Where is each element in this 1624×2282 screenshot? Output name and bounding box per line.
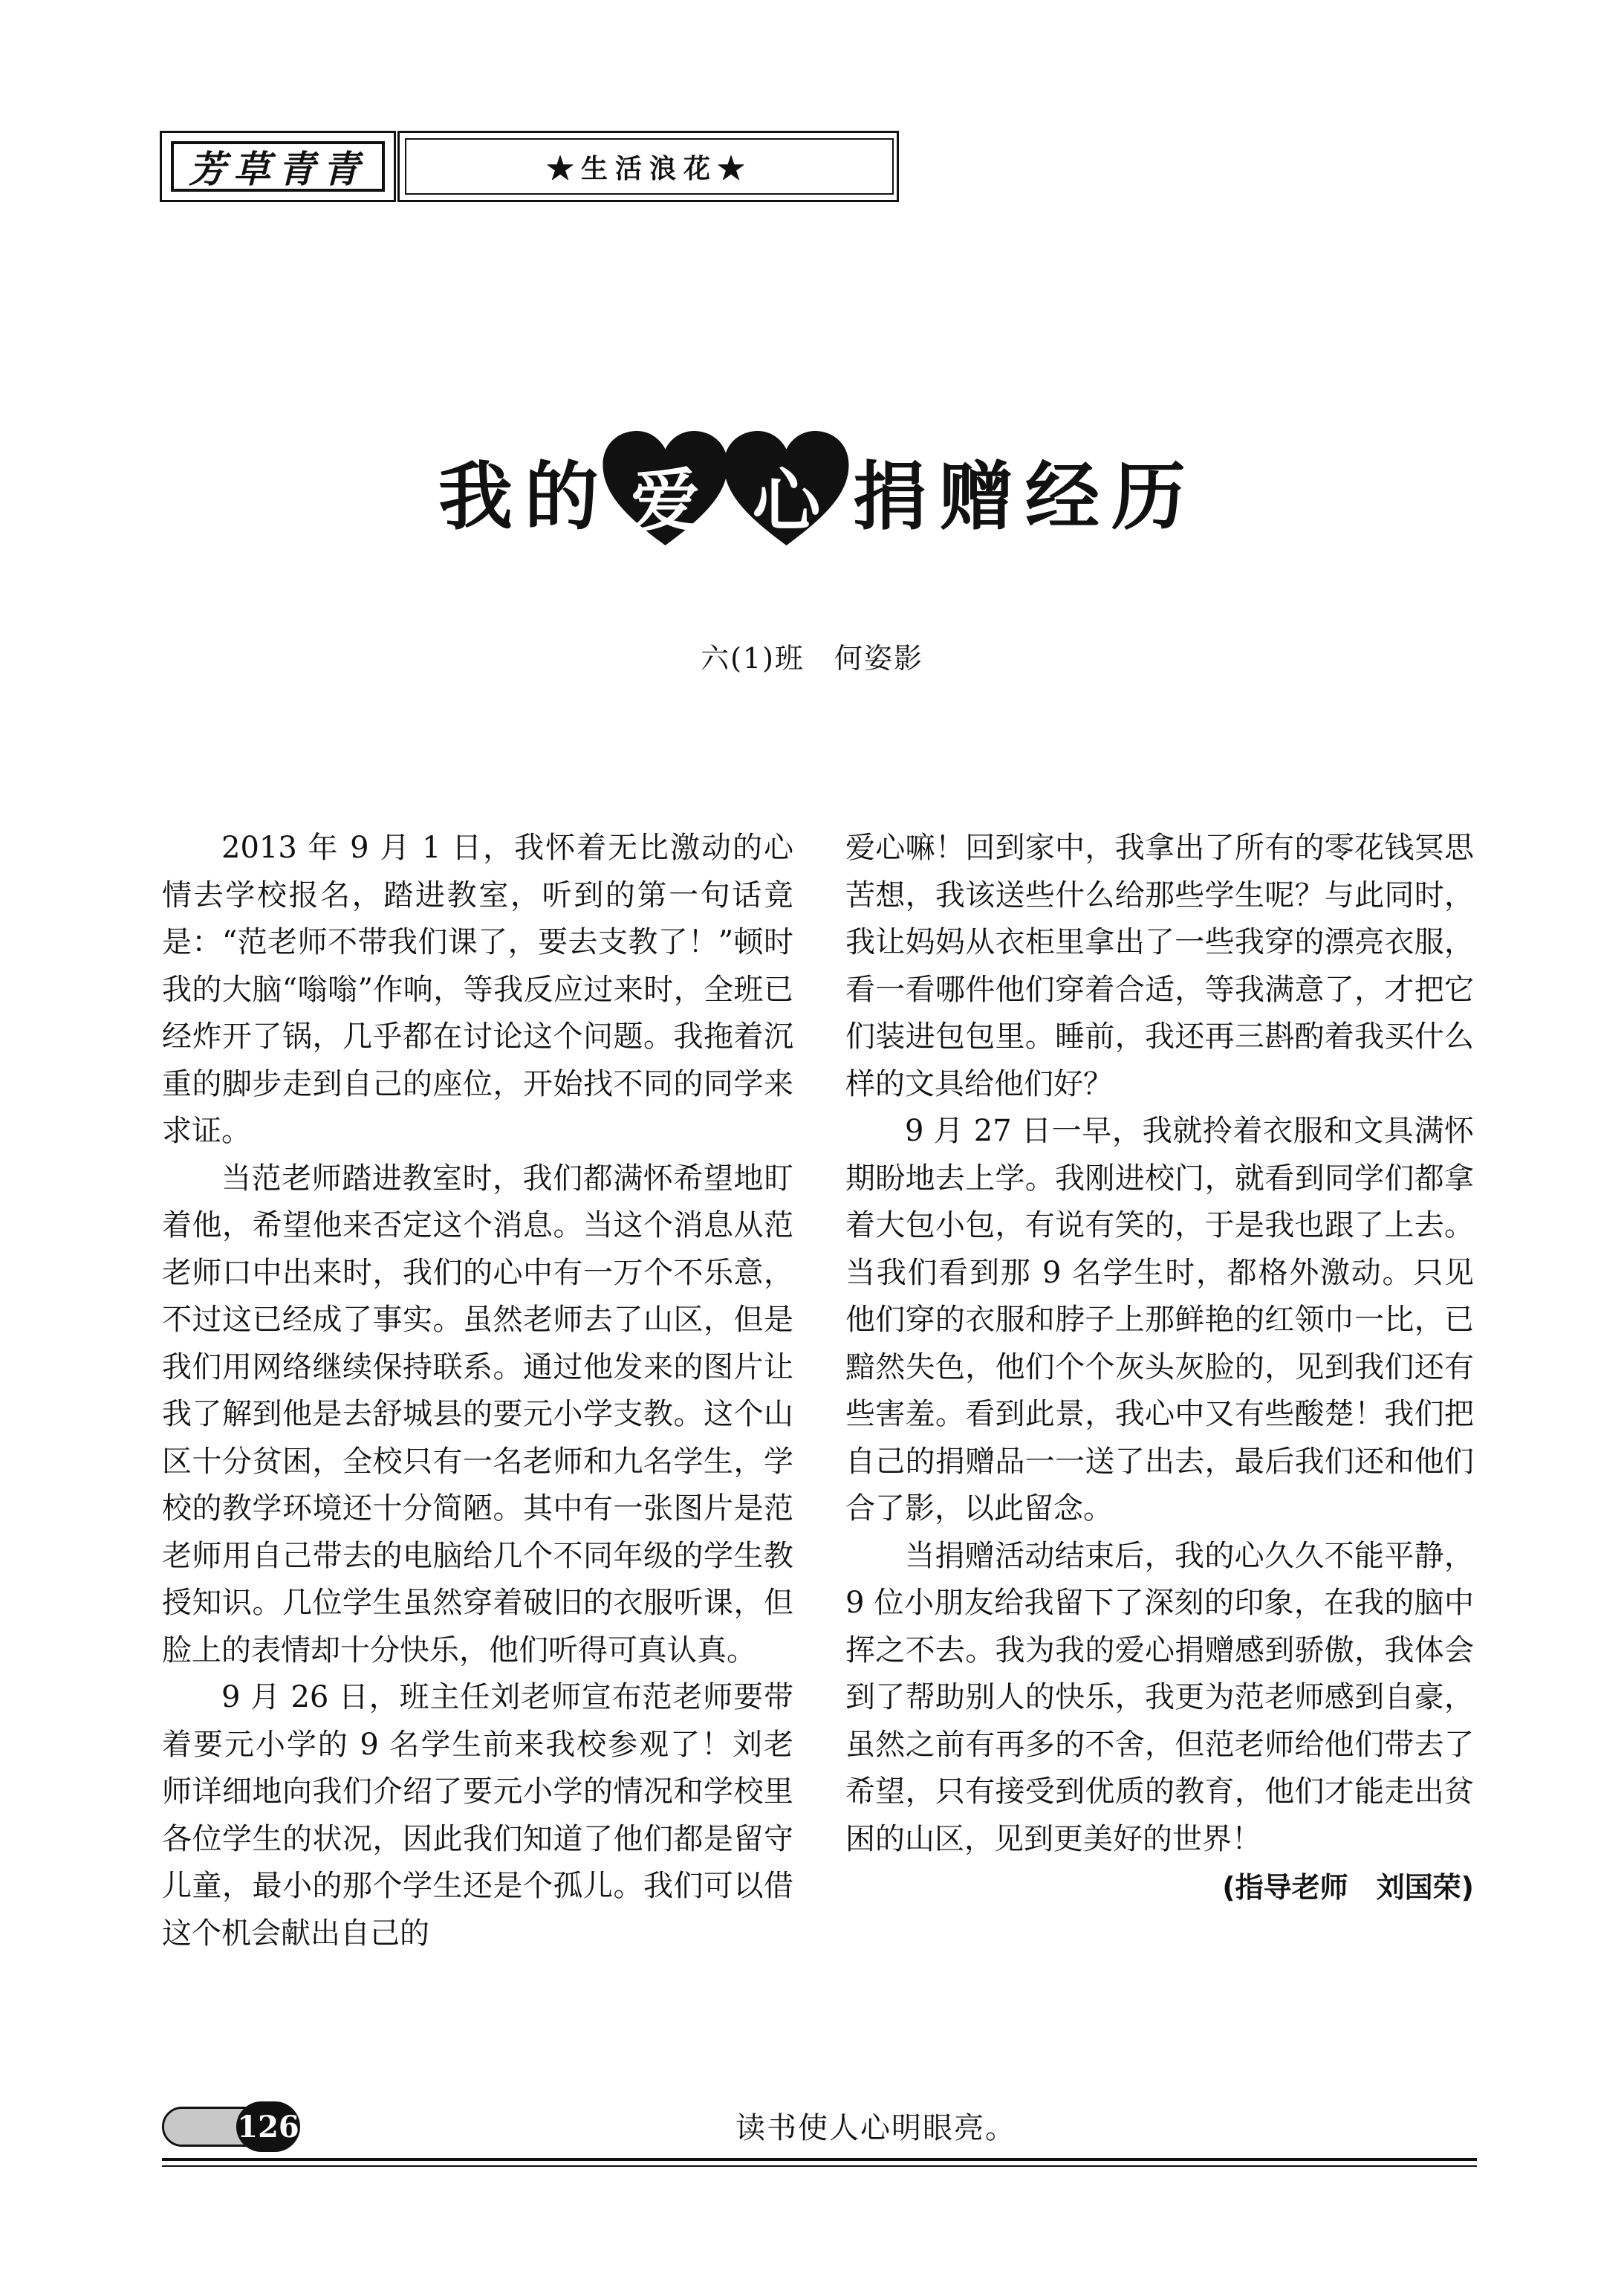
byline bbox=[0, 635, 1624, 676]
article-title bbox=[0, 416, 1624, 565]
heart-icon bbox=[600, 426, 730, 556]
article-paragraph: 当范老师踏进教室时，我们都满怀希望地盯着他，希望他来否定这个消息。当这个消息从范老师口中出来时，我们的心中有一万个不乐意，不过这已经成了事实。虽然老师去了山区，但是我们用网络继续保持联系。通过他发来的图片让我了解到他是去舒城县的要元小学支教。这个山区十分贫困，全校只有一名老师和九名学生，学校的教学环境还十分简陋。其中有一张图片是范老师用自己带去的电脑给几个不同年级的学生教授知识。几位学生虽然穿着破旧的衣服听课，但脸上的表情却十分快乐，他们听得可真认真。 bbox=[162, 1161, 793, 1667]
heart-icon bbox=[721, 426, 851, 556]
title-char: 捐 bbox=[853, 453, 927, 540]
article-column-left bbox=[162, 825, 793, 1957]
page-number: 126 bbox=[236, 2101, 300, 2152]
footer-rule bbox=[162, 2165, 1477, 2167]
title-char: 赠 bbox=[939, 453, 1013, 540]
footer-motto: 读书使人心明眼亮。 bbox=[735, 2111, 1016, 2145]
footer-rule bbox=[162, 2158, 1477, 2161]
article-paragraph: 爱心嘛！回到家中，我拿出了所有的零花钱冥思苦想，我该送些什么给那些学生呢？与此同时，我让妈妈从衣柜里拿出了一些我穿的漂亮衣服，看一看哪件他们穿着合适，等我满意了，才把它们装进包包里。睡前，我还再三斟酌着我买什么样的文具给他们好？ bbox=[845, 831, 1474, 1101]
header-column-label: ★生活浪花★ bbox=[405, 138, 894, 195]
article-paragraph: 9 月 26 日，班主任刘老师宣布范老师要带着要元小学的 9 名学生前来我校参观了！刘老师详细地向我们介绍了要元小学的情况和学校里各位学生的状况，因此我们知道了他们都是留守儿童，最小的那个学生还是个孤儿。我们可以借这个机会献出自己的 bbox=[162, 1680, 793, 1951]
article-column-right bbox=[845, 825, 1474, 1912]
byline-author: 何姿影 bbox=[834, 642, 923, 675]
title-char: 的 bbox=[524, 453, 599, 540]
title-char: 经 bbox=[1025, 453, 1100, 540]
title-char-heart: 爱 bbox=[631, 460, 700, 541]
article-paragraph: 9 月 27 日一早，我就拎着衣服和文具满怀期盼地去上学。我刚进校门，就看到同学们都拿着大包小包，有说有笑的，于是我也跟了上去。当我们看到那 9 名学生时，都格外激动。只见他们穿的衣服和脖子上那鲜艳的红领巾一比，已黯然失色，他们个个灰头灰脸的，见到我们还有些害羞。看到此景，我心中又有些酸楚！我们把自己的捐赠品一一送了出去，最后我们还和他们合了影，以此留念。 bbox=[845, 1114, 1474, 1526]
advisor-signature: (指导老师 刘国荣) bbox=[1222, 1871, 1474, 1904]
article-paragraph: 2013 年 9 月 1 日，我怀着无比激动的心情去学校报名，踏进教室，听到的第一句话竟是：“范老师不带我们课了，要去支教了！”顿时我的大脑“嗡嗡”作响，等我反应过来时，全班已经炸开了锅，几乎都在讨论这个问题。我拖着沉重的脚步走到自己的座位，开始找不同的同学来求证。 bbox=[162, 831, 793, 1148]
title-char: 我 bbox=[438, 453, 513, 540]
header-section-label: 芳草青青 bbox=[171, 141, 385, 192]
title-char: 历 bbox=[1111, 453, 1186, 540]
article-paragraph: 当捐赠活动结束后，我的心久久不能平静，9 位小朋友给我留下了深刻的印象，在我的脑中挥之不去。我为我的爱心捐赠感到骄傲，我体会到了帮助别人的快乐，我更为范老师感到自豪，虽然之前有再多的不舍，但范老师给他们带去了希望，只有接受到优质的教育，他们才能走出贫困的山区，见到更美好的世界！ bbox=[845, 1538, 1474, 1856]
title-char-heart: 心 bbox=[752, 460, 821, 541]
byline-class: 六(1)班 bbox=[701, 642, 805, 675]
